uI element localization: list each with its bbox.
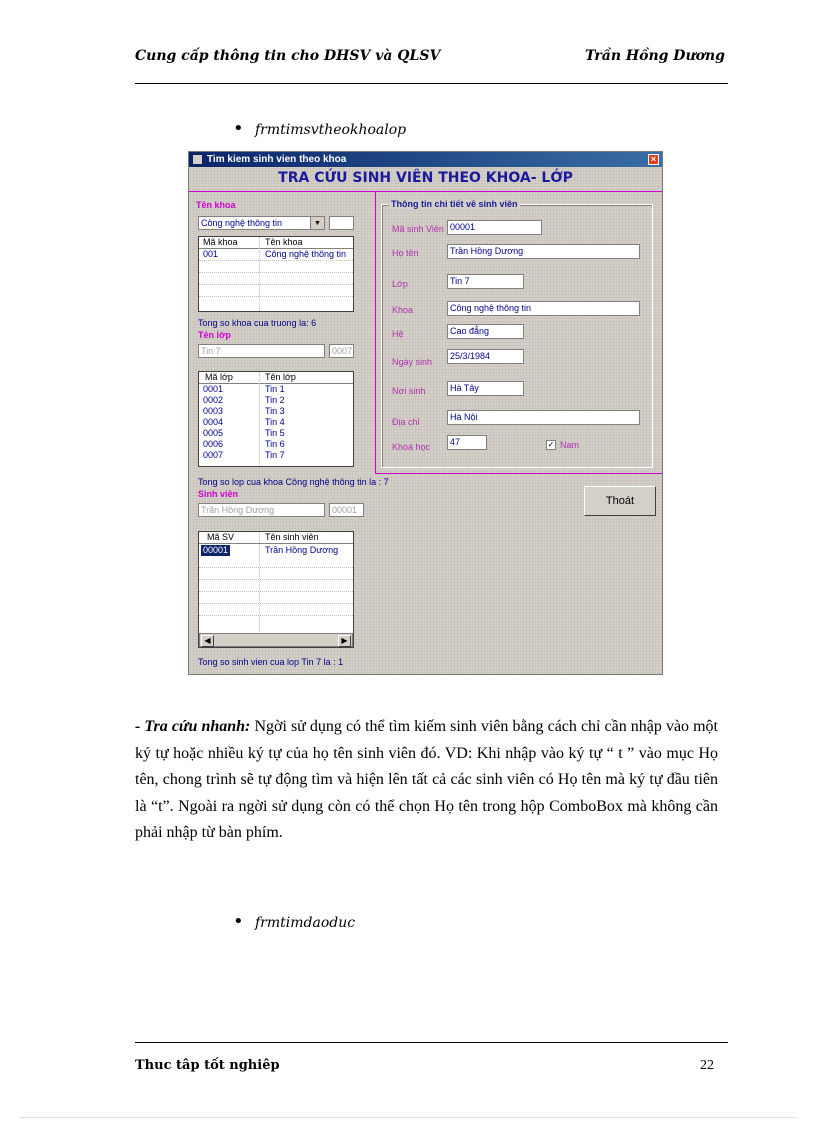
lop-field[interactable]: Tin 7	[447, 274, 524, 289]
exit-button[interactable]: Thoát	[584, 486, 656, 516]
nam-label: Nam	[560, 440, 580, 450]
page-edge	[20, 1117, 796, 1118]
khoa-grid-col-ma: Mã khoa	[203, 237, 238, 247]
window-title: Tim kiem sinh vien theo khoa	[207, 154, 347, 165]
divider-horizontal	[375, 473, 662, 474]
ngay-sinh-field[interactable]: 25/3/1984	[447, 349, 524, 364]
table-row[interactable]	[199, 384, 353, 395]
lop-grid-cell: Tin 3	[265, 406, 285, 416]
table-row[interactable]	[199, 545, 353, 556]
dia-chi-label: Địa chỉ	[392, 417, 420, 427]
table-row[interactable]	[199, 450, 353, 461]
ten-khoa-label: Tên khoa	[196, 200, 236, 210]
khoa-combo[interactable]	[198, 216, 325, 230]
table-row[interactable]	[199, 417, 353, 428]
divider-vertical	[375, 191, 376, 473]
lop-count: Tong so lop cua khoa Công nghệ thông tin la : 7	[198, 477, 389, 487]
table-row[interactable]	[199, 439, 353, 450]
khoa-field[interactable]: Công nghệ thông tin	[447, 301, 640, 316]
lop-grid[interactable]	[198, 371, 354, 467]
dia-chi-field[interactable]: Hà Nội	[447, 410, 640, 425]
khoa-combo-value: Công nghệ thông tin	[201, 218, 283, 228]
footer-left: Thuc tâp tốt nghiêp	[135, 1058, 280, 1073]
paragraph-text: Ngời sử dụng có thể tìm kiếm sinh viên bằng cách chỉ cần nhập vào một ký tự hoặc nhiều ký tự của họ tên sinh viên đó. VD: Khi nhập vào ký tự “ t ” vào mục Họ tên, chong trình sẽ tự động tìm và hiện lên tất cả các sinh viên có Họ tên mà ký tự đầu tiên là “t”. Ngoài ra ngời sử dụng còn có thể chọn Họ tên trong hộp ComboBox mà không cần phải nhập từ bàn phím.	[135, 718, 718, 841]
bullet-label-2: frmtimdaoduc	[255, 915, 356, 931]
lop-grid-col-ma: Mã lớp	[205, 372, 233, 382]
chevron-down-icon[interactable]: ▼	[310, 217, 324, 229]
header-left: Cung cấp thông tin cho DHSV và QLSV	[135, 48, 441, 64]
close-icon[interactable]: ×	[648, 154, 659, 165]
sv-grid-col-ma: Mã SV	[207, 532, 235, 542]
form-banner: TRA CỨU SINH VIÊN THEO KHOA- LỚP	[278, 170, 573, 186]
chevron-right-icon[interactable]: ▶	[338, 635, 351, 647]
ngay-sinh-label: Ngày sinh	[392, 357, 433, 367]
paragraph-lead: - Tra cứu nhanh:	[135, 718, 251, 735]
window-titlebar	[189, 152, 662, 167]
he-field[interactable]: Cao đẳng	[447, 324, 524, 339]
sv-count: Tong so sinh vien cua lop Tin 7 la : 1	[198, 657, 344, 667]
page-number: 22	[700, 1058, 714, 1073]
table-row[interactable]	[199, 249, 353, 260]
bullet-label-1: frmtimsvtheokhoalop	[255, 122, 407, 138]
lop-grid-header	[199, 372, 353, 384]
khoa-hoc-field[interactable]: 47	[447, 435, 487, 450]
ho-ten-label: Họ tên	[392, 248, 419, 258]
khoa-grid-cell: 001	[203, 249, 219, 259]
bullet-dot: •	[233, 911, 244, 932]
window-app-icon	[193, 155, 202, 164]
lop-label: Lớp	[392, 279, 408, 289]
lop-input[interactable]: Tin 7	[198, 344, 325, 358]
detail-group-title: Thông tin chi tiết về sinh viên	[391, 199, 518, 209]
lop-grid-cell: 0001	[203, 384, 224, 394]
lop-grid-col-ten: Tên lớp	[265, 372, 296, 382]
khoa-grid-cell: Công nghệ thông tin	[265, 249, 347, 259]
sv-grid-col-ten: Tên sinh viên	[265, 532, 319, 542]
lop-code-box[interactable]: 0007	[329, 344, 354, 358]
khoa-grid-header	[199, 237, 353, 249]
body-paragraph	[135, 714, 718, 847]
chevron-left-icon[interactable]: ◀	[201, 635, 214, 647]
lop-grid-cell: 0002	[203, 395, 224, 405]
ma-sv-label: Mã sinh Viên	[392, 224, 444, 234]
noi-sinh-field[interactable]: Hà Tây	[447, 381, 524, 396]
ma-sv-field[interactable]: 00001	[447, 220, 542, 235]
sv-grid-cell-selected[interactable]: 00001	[203, 545, 229, 555]
lop-grid-cell: 0007	[203, 450, 224, 460]
khoa-grid[interactable]	[198, 236, 354, 312]
table-row[interactable]	[199, 395, 353, 406]
lop-grid-cell: Tin 2	[265, 395, 285, 405]
sv-input[interactable]: Trần Hồng Dương	[198, 503, 325, 517]
ten-lop-label: Tên lớp	[198, 330, 231, 340]
sv-grid[interactable]	[198, 531, 354, 648]
lop-grid-cell: Tin 5	[265, 428, 285, 438]
header-right: Trần Hồng Dương	[585, 48, 725, 64]
khoa-grid-col-ten: Tên khoa	[265, 237, 303, 247]
banner-rule	[189, 191, 662, 192]
footer-rule	[135, 1042, 728, 1043]
khoa-count: Tong so khoa cua truong la: 6	[198, 318, 317, 328]
noi-sinh-label: Nơi sinh	[392, 386, 426, 396]
lop-grid-cell: Tin 7	[265, 450, 285, 460]
table-row[interactable]	[199, 428, 353, 439]
khoa-label: Khoa	[392, 305, 414, 315]
he-label: Hệ	[392, 329, 404, 339]
table-row[interactable]	[199, 406, 353, 417]
sv-grid-scrollbar[interactable]	[199, 633, 353, 647]
lop-grid-cell: 0003	[203, 406, 224, 416]
lop-grid-cell: 0006	[203, 439, 224, 449]
khoa-code-box[interactable]	[329, 216, 354, 230]
khoa-hoc-label: Khoá học	[392, 442, 431, 452]
lop-grid-cell: 0004	[203, 417, 224, 427]
lop-grid-cell: Tin 4	[265, 417, 285, 427]
bullet-dot: •	[233, 118, 244, 139]
ho-ten-field[interactable]: Trần Hồng Dương	[447, 244, 640, 259]
app-window	[188, 151, 663, 675]
sinh-vien-label: Sinh viên	[198, 489, 239, 499]
nam-checkbox[interactable]: ✓	[547, 440, 555, 449]
lop-grid-cell: 0005	[203, 428, 224, 438]
lop-grid-cell: Tin 6	[265, 439, 285, 449]
sv-code-box[interactable]: 00001	[329, 503, 364, 517]
header-rule	[135, 83, 728, 84]
lop-grid-cell: Tin 1	[265, 384, 285, 394]
sv-grid-header	[199, 532, 353, 544]
sv-grid-cell: Trần Hồng Dương	[265, 545, 339, 555]
